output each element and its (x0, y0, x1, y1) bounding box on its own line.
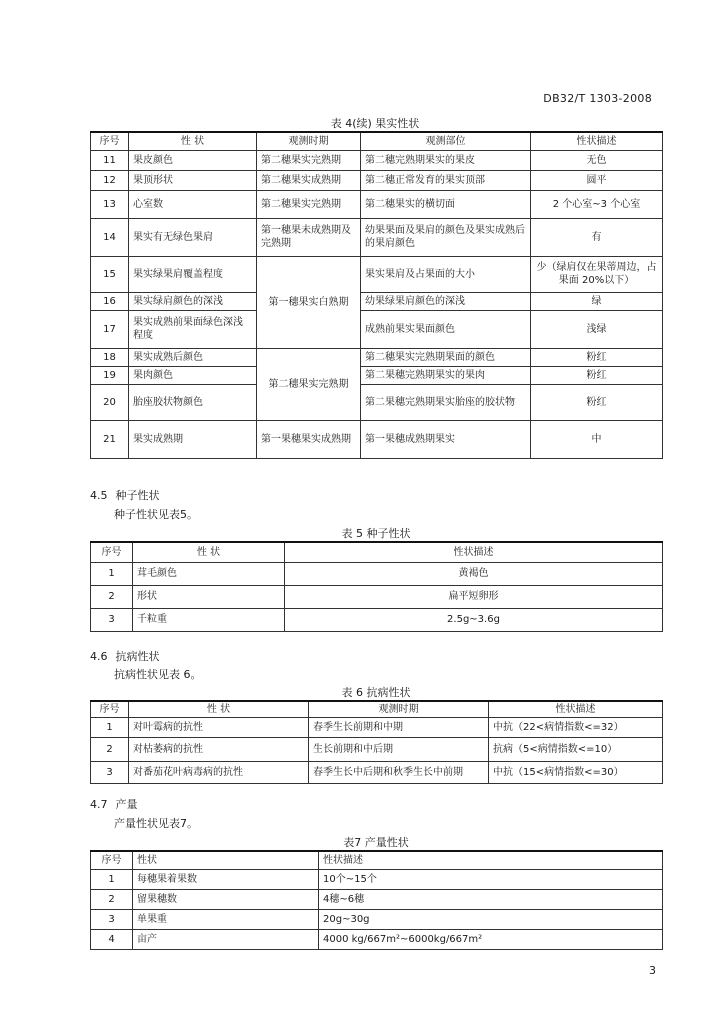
col-header: 性状描述 (319, 851, 663, 869)
col-header: 性状 (133, 851, 319, 869)
cell: 果实成熟期 (129, 420, 257, 458)
cell: 心室数 (129, 190, 257, 218)
cell: 20 (91, 384, 129, 420)
cell: 11 (91, 150, 129, 170)
col-header: 观测部位 (361, 132, 531, 150)
cell: 粉红 (531, 348, 663, 366)
cell: 形状 (133, 585, 285, 608)
cell: 4000 kg/667m²~6000kg/667m² (319, 929, 663, 949)
section-title: 种子性状 (115, 489, 160, 502)
table4-caption: 表 4(续) 果实性状 (330, 117, 420, 130)
cell: 1 (91, 718, 129, 738)
table-header-row (91, 132, 663, 150)
cell: 千粒重 (133, 608, 285, 631)
col-header: 序号 (91, 542, 133, 562)
table-row (91, 420, 663, 458)
cell: 果皮颜色 (129, 150, 257, 170)
cell: 第一穗果实白熟期 (257, 256, 361, 348)
document-code: DB32/T 1303-2008 (543, 92, 652, 105)
table-row (91, 762, 663, 784)
cell: 少（绿肩仅在果蒂周边，占果面 20%以下） (531, 256, 663, 292)
cell: 对枯萎病的抗性 (129, 738, 309, 762)
cell: 第二果穗完熟期果实胎座的胶状物 (361, 384, 531, 420)
cell: 17 (91, 310, 129, 348)
cell: 果实成熟后颜色 (129, 348, 257, 366)
cell: 4 (91, 929, 133, 949)
cell: 2.5g~3.6g (285, 608, 663, 631)
cell: 果实绿肩颜色的深浅 (129, 292, 257, 310)
cell: 有 (531, 218, 663, 256)
col-header: 序号 (91, 132, 129, 150)
cell: 4穗~6穗 (319, 889, 663, 909)
cell: 14 (91, 218, 129, 256)
cell: 第二果穗完熟期果实的果肉 (361, 366, 531, 384)
col-header: 性状描述 (531, 132, 663, 150)
cell: 第一穗果未成熟期及完熟期 (257, 218, 361, 256)
table-row (91, 869, 663, 889)
table-row (91, 170, 663, 190)
cell: 果实有无绿色果肩 (129, 218, 257, 256)
cell: 绿 (531, 292, 663, 310)
col-header: 性 状 (133, 542, 285, 562)
cell: 圆平 (531, 170, 663, 190)
cell: 第二穗完熟期果实的果皮 (361, 150, 531, 170)
table-row (91, 190, 663, 218)
col-header: 性 状 (129, 132, 257, 150)
section-paragraph: 种子性状见表5。 (114, 508, 198, 521)
table-row (91, 366, 663, 384)
table-row (91, 310, 663, 348)
col-header: 性 状 (129, 701, 309, 718)
table-header-row (91, 542, 663, 562)
table-row (91, 150, 663, 170)
cell: 对叶霉病的抗性 (129, 718, 309, 738)
table-row (91, 608, 663, 631)
cell: 第一果穗成熟期果实 (361, 420, 531, 458)
col-header: 性状描述 (285, 542, 663, 562)
col-header: 序号 (91, 701, 129, 718)
table5-caption: 表 5 种子性状 (341, 527, 411, 540)
cell: 第二穗果实完熟期 (257, 348, 361, 420)
cell: 18 (91, 348, 129, 366)
cell: 幼果绿果肩颜色的深浅 (361, 292, 531, 310)
cell: 19 (91, 366, 129, 384)
cell: 春季生长中后期和秋季生长中前期 (309, 762, 489, 784)
table-row (91, 562, 663, 585)
cell: 果肉颜色 (129, 366, 257, 384)
table-row (91, 218, 663, 256)
cell: 粉红 (531, 366, 663, 384)
cell: 生长前期和中后期 (309, 738, 489, 762)
cell: 16 (91, 292, 129, 310)
cell: 2 个心室~3 个心室 (531, 190, 663, 218)
table7-caption: 表7 产量性状 (343, 836, 409, 849)
cell: 第一果穗果实成熟期 (257, 420, 361, 458)
cell: 2 (91, 738, 129, 762)
cell: 无色 (531, 150, 663, 170)
cell: 3 (91, 608, 133, 631)
col-header: 观测时期 (309, 701, 489, 718)
cell: 单果重 (133, 909, 319, 929)
table6-disease-resistance (90, 700, 663, 784)
cell: 胎座胶状物颜色 (129, 384, 257, 420)
cell: 13 (91, 190, 129, 218)
table5-seed-traits (90, 541, 663, 632)
cell: 中抗（15<病情指数<=30） (489, 762, 663, 784)
cell: 果实绿果肩覆盖程度 (129, 256, 257, 292)
cell: 浅绿 (531, 310, 663, 348)
table4-fruit-traits (90, 131, 663, 459)
cell: 亩产 (133, 929, 319, 949)
page-number: 3 (649, 964, 656, 977)
cell: 黄褐色 (285, 562, 663, 585)
cell: 第二穗果实完熟期 (257, 190, 361, 218)
cell: 第二穗果实完熟期 (257, 150, 361, 170)
table-row (91, 348, 663, 366)
section-number: 4.5 (90, 489, 108, 502)
cell: 12 (91, 170, 129, 190)
cell: 成熟前果实果面颜色 (361, 310, 531, 348)
cell: 果顶形状 (129, 170, 257, 190)
table-row (91, 384, 663, 420)
cell: 果实果肩及占果面的大小 (361, 256, 531, 292)
section-number: 4.7 (90, 798, 108, 811)
section-paragraph: 产量性状见表7。 (114, 817, 198, 830)
table-header-row (91, 851, 663, 869)
cell: 20g~30g (319, 909, 663, 929)
table-row (91, 585, 663, 608)
cell: 3 (91, 909, 133, 929)
cell: 留果穗数 (133, 889, 319, 909)
cell: 第二穗果实完熟期果面的颜色 (361, 348, 531, 366)
table6-caption: 表 6 抗病性状 (341, 686, 411, 699)
table-row (91, 738, 663, 762)
cell: 春季生长前期和中期 (309, 718, 489, 738)
table-row (91, 718, 663, 738)
cell: 2 (91, 889, 133, 909)
cell: 扁平短卵形 (285, 585, 663, 608)
table-row (91, 292, 663, 310)
cell: 1 (91, 562, 133, 585)
cell: 粉红 (531, 384, 663, 420)
table-row (91, 929, 663, 949)
table-header-row (91, 701, 663, 718)
col-header: 序号 (91, 851, 133, 869)
section-heading-4-7 (90, 796, 138, 812)
cell: 茸毛颜色 (133, 562, 285, 585)
table-row (91, 889, 663, 909)
cell: 中抗（22<病情指数<=32） (489, 718, 663, 738)
cell: 幼果果面及果肩的颜色及果实成熟后的果肩颜色 (361, 218, 531, 256)
col-header: 观测时期 (257, 132, 361, 150)
table7-yield (90, 850, 663, 950)
section-title: 抗病性状 (115, 650, 160, 663)
section-heading-4-5 (90, 487, 160, 503)
cell: 10个~15个 (319, 869, 663, 889)
section-heading-4-6 (90, 648, 160, 664)
cell: 第二穗果实成熟期 (257, 170, 361, 190)
cell: 3 (91, 762, 129, 784)
cell: 中 (531, 420, 663, 458)
cell: 第二穗果实的横切面 (361, 190, 531, 218)
cell: 抗病（5<病情指数<=10） (489, 738, 663, 762)
cell: 每穗果着果数 (133, 869, 319, 889)
cell: 15 (91, 256, 129, 292)
section-paragraph: 抗病性状见表 6。 (114, 668, 202, 681)
table-row (91, 256, 663, 292)
section-title: 产量 (115, 798, 138, 811)
cell: 1 (91, 869, 133, 889)
cell: 对番茄花叶病毒病的抗性 (129, 762, 309, 784)
cell: 21 (91, 420, 129, 458)
cell: 果实成熟前果面绿色深浅程度 (129, 310, 257, 348)
section-number: 4.6 (90, 650, 108, 663)
col-header: 性状描述 (489, 701, 663, 718)
table-row (91, 909, 663, 929)
cell: 2 (91, 585, 133, 608)
cell: 第二穗正常发育的果实顶部 (361, 170, 531, 190)
